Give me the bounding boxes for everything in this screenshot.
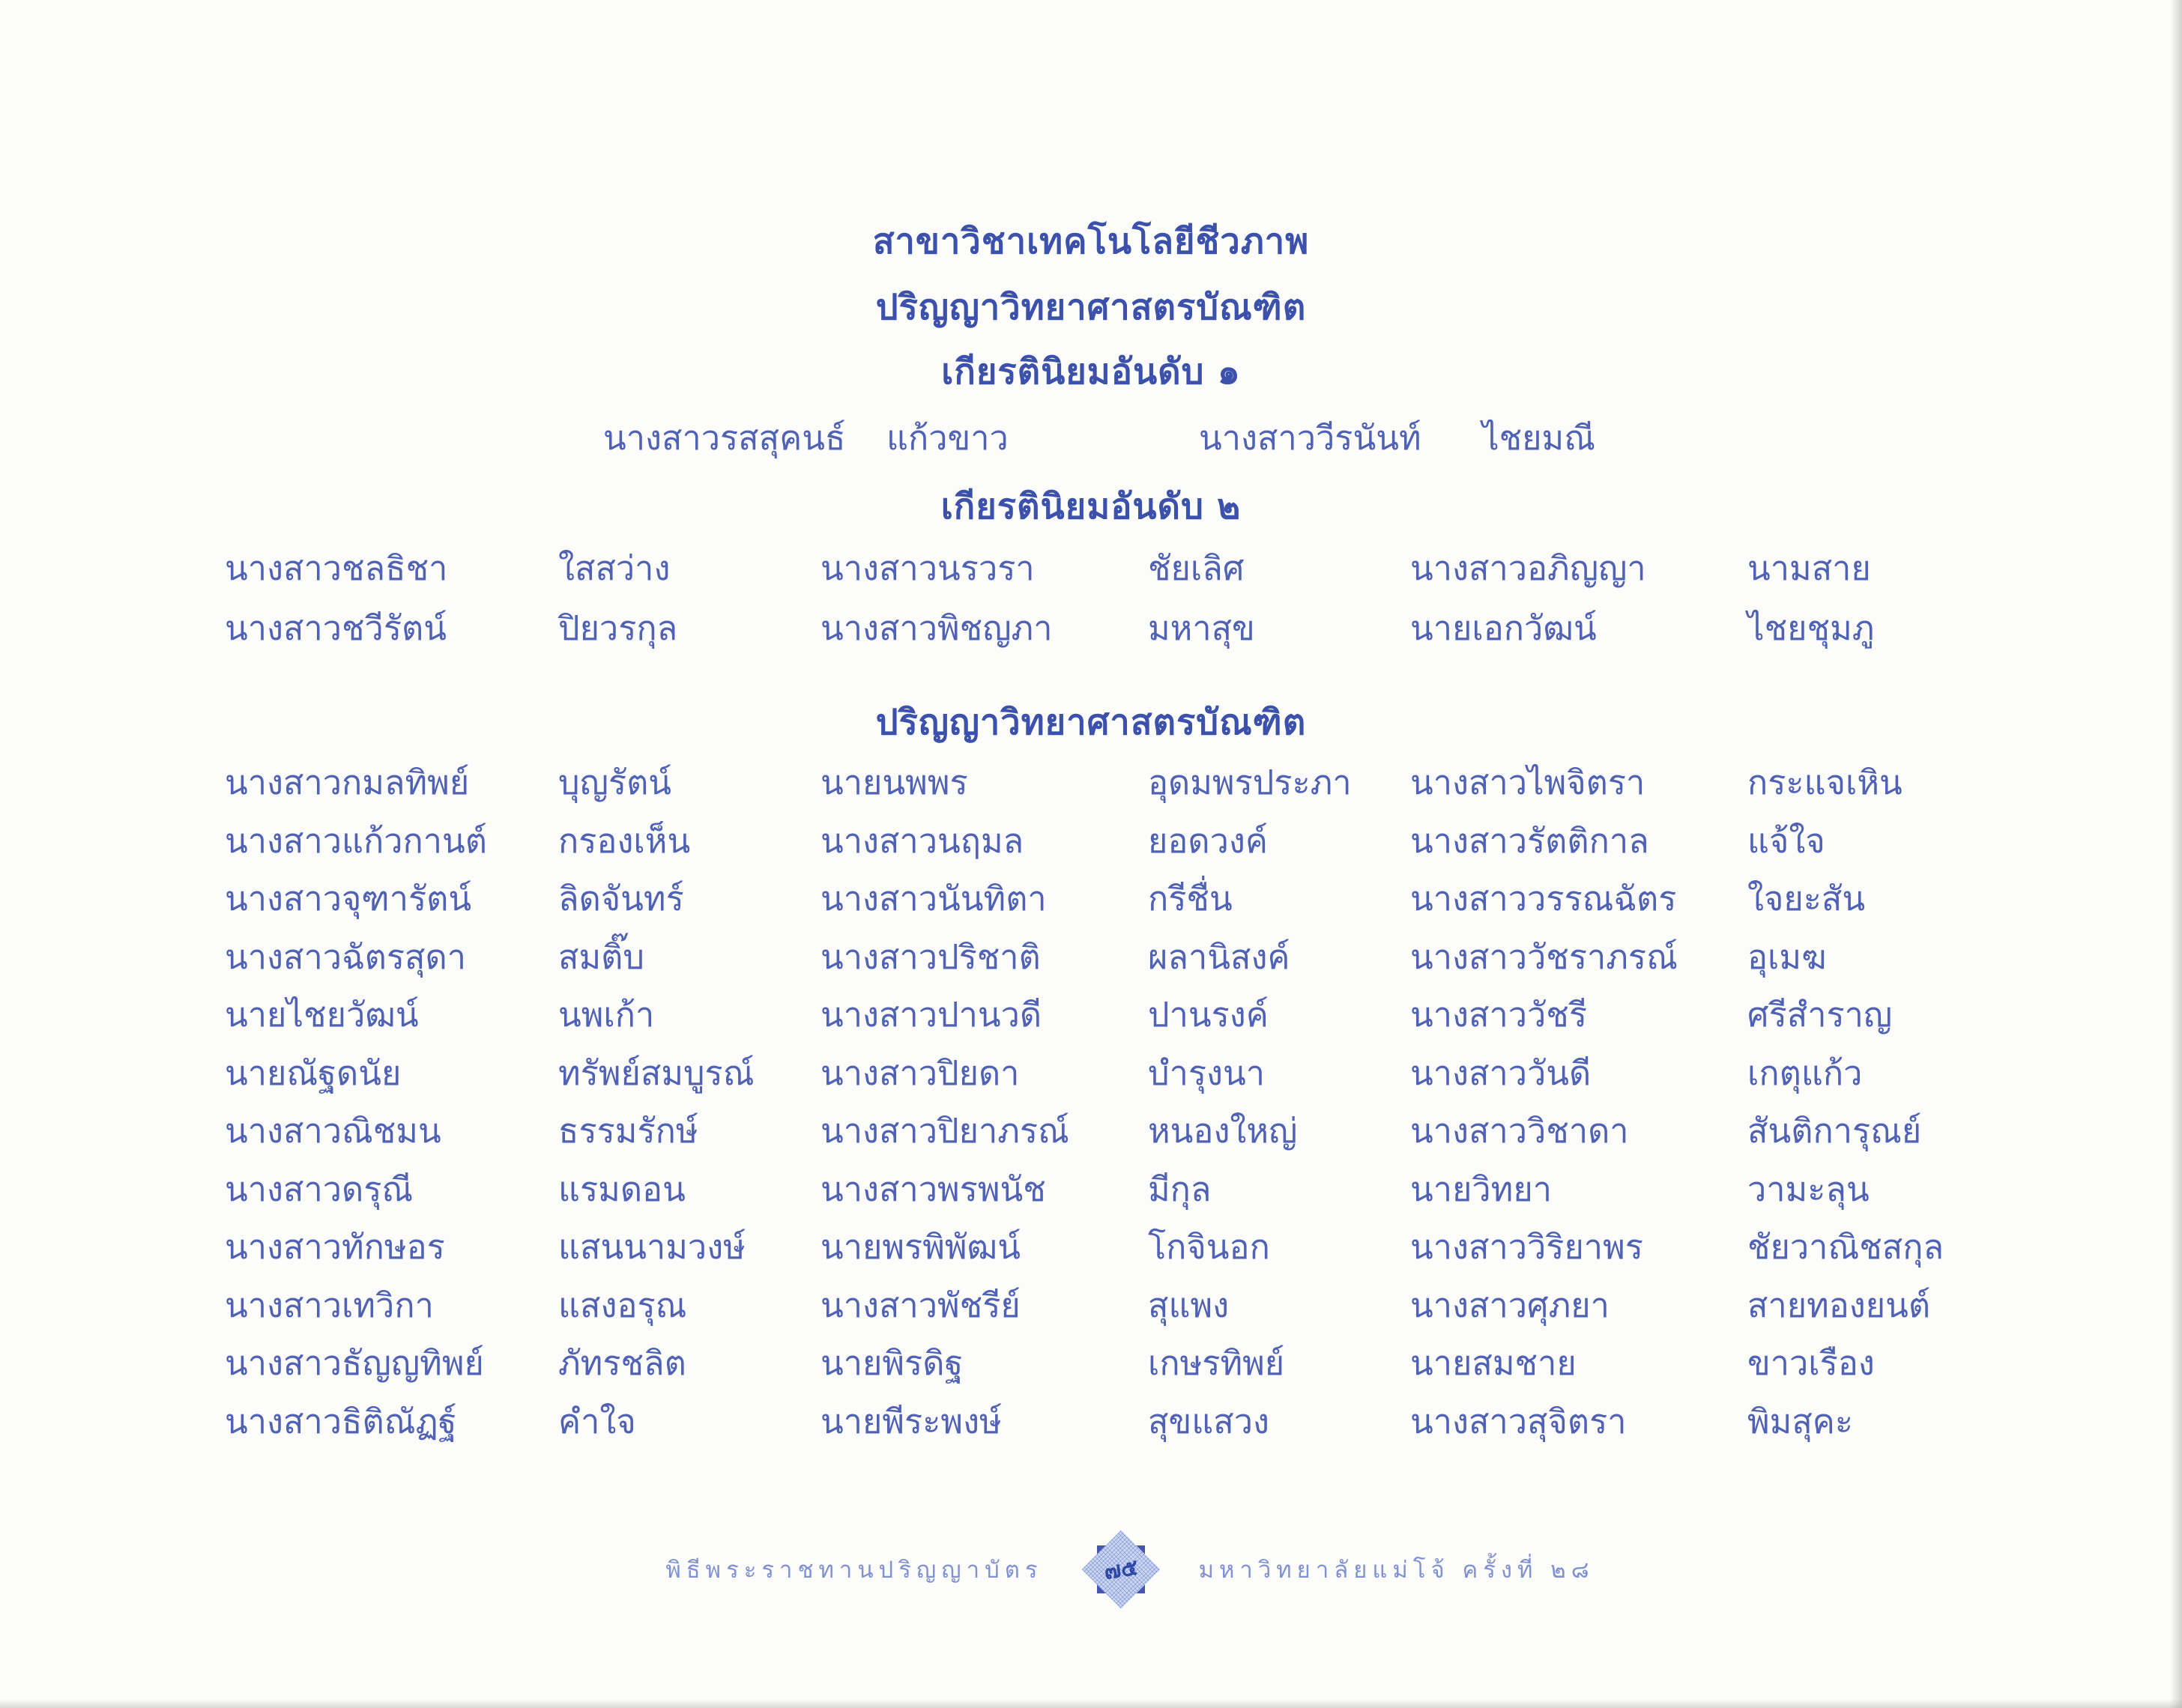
- graduate-first-name: นายสมชาย: [1410, 1343, 1577, 1383]
- graduate-last-name: กรีชื่น: [1148, 879, 1233, 918]
- graduate-last-name: สมติ๊บ: [558, 936, 644, 977]
- graduate-last-name: ขาวเรือง: [1747, 1343, 1875, 1383]
- university-footer-text: มหาวิทยาลัยแม่โจ้ ครั้งที่ ๒๘: [1198, 1557, 1595, 1584]
- graduate-first-name: นางสาววิริยาพร: [1410, 1227, 1643, 1267]
- graduate-first-name: นางสาวนันทิตา: [820, 879, 1047, 918]
- graduate-last-name: ไชยมณี: [1482, 418, 1595, 458]
- graduate-last-name: นพเก้า: [558, 995, 655, 1035]
- graduate-last-name: สุขแสวง: [1148, 1401, 1269, 1441]
- graduate-first-name: นางสาวสุจิตรา: [1410, 1401, 1627, 1441]
- graduate-first-name: นายพรพิพัฒน์: [820, 1227, 1021, 1267]
- second-class-honors-heading: เกียรตินิยมอันดับ ๒: [940, 486, 1242, 527]
- page-footer: [39, 1528, 2182, 1611]
- bachelor-degree-heading: ปริญญาวิทยาศาสตรบัณฑิต: [875, 702, 1307, 743]
- graduate-first-name: นางสาวชลธิชา: [225, 548, 448, 588]
- degree-title: ปริญญาวิทยาศาสตรบัณฑิต: [875, 287, 1307, 328]
- graduate-last-name: เกตุแก้ว: [1747, 1053, 1863, 1093]
- graduate-first-name: นางสาวไพจิตรา: [1410, 763, 1645, 802]
- graduate-first-name: นางสาววีรนันท์: [1199, 418, 1421, 458]
- graduate-first-name: นายนพพร: [820, 763, 968, 802]
- graduate-name-pair: [603, 415, 1199, 461]
- graduate-last-name: ชัยวาณิชสกุล: [1747, 1227, 1944, 1267]
- graduate-first-name: นางสาวเทวิกา: [225, 1285, 434, 1325]
- graduate-first-name: นางสาวดรุณี: [225, 1169, 414, 1209]
- graduate-name-pair: [1199, 415, 1595, 461]
- graduate-first-name: นายณัฐดนัย: [225, 1053, 402, 1093]
- university-anniversary-logo: [1082, 1530, 1160, 1608]
- bachelor-graduates-list: [225, 754, 2122, 1450]
- graduate-last-name: ใจยะสัน: [1747, 879, 1866, 918]
- graduate-first-name: นายพิรดิฐ: [820, 1343, 964, 1383]
- graduate-last-name: ปิยวรกุล: [558, 608, 678, 648]
- graduate-first-name: นางสาวแก้วกานต์: [225, 820, 488, 861]
- graduate-first-name: นางสาวปิยดา: [820, 1053, 1020, 1093]
- graduate-first-name: นางสาวนฤมล: [820, 820, 1024, 861]
- graduate-first-name: นางสาวปิยาภรณ์: [820, 1111, 1069, 1151]
- graduate-first-name: นางสาววัชราภรณ์: [1410, 936, 1678, 977]
- scan-edge-bottom: [0, 1699, 2182, 1708]
- graduate-first-name: นางสาวรสสุคนธ์: [603, 418, 846, 458]
- logo-numeral-text: ๗๕: [1101, 1554, 1140, 1585]
- graduate-first-name: นางสาววัชรี: [1410, 995, 1587, 1035]
- graduate-last-name: หนองใหญ่: [1148, 1111, 1298, 1151]
- graduate-last-name: ภัทรชลิต: [558, 1343, 686, 1383]
- graduate-last-name: แรมดอน: [558, 1169, 686, 1209]
- second-class-honors-graduates: [225, 539, 2122, 659]
- graduate-last-name: กระแจเหิน: [1747, 763, 1903, 802]
- first-class-honors-graduates: [603, 415, 1595, 461]
- graduate-first-name: นางสาวธัญญทิพย์: [225, 1343, 484, 1383]
- graduate-last-name: ลิดจันทร์: [558, 879, 684, 918]
- graduate-last-name: ธรรมรักษ์: [558, 1111, 698, 1151]
- graduate-last-name: สายทองยนต์: [1747, 1285, 1931, 1325]
- graduate-last-name: ไชยชุมภู: [1747, 608, 1875, 648]
- scan-edge-right: [2170, 0, 2182, 1708]
- graduate-first-name: นางสาวรัตติกาล: [1410, 820, 1649, 861]
- graduate-last-name: คำใจ: [558, 1401, 636, 1441]
- graduate-first-name: นางสาวนรวรา: [820, 548, 1035, 588]
- graduate-last-name: พิมสุคะ: [1747, 1401, 1854, 1441]
- graduate-last-name: แสนนามวงษ์: [558, 1227, 746, 1267]
- graduate-first-name: นางสาวกมลทิพย์: [225, 763, 470, 802]
- graduate-last-name: เกษรทิพย์: [1148, 1343, 1285, 1383]
- graduate-first-name: นางสาวฉัตรสุดา: [225, 936, 467, 977]
- graduate-first-name: นางสาวธิติณัฏฐ์: [225, 1401, 457, 1441]
- graduate-last-name: ชัยเลิศ: [1148, 548, 1245, 588]
- graduate-first-name: นางสาวจุฑารัตน์: [225, 879, 472, 918]
- graduate-first-name: นายเอกวัฒน์: [1410, 608, 1597, 648]
- graduate-last-name: วามะลุน: [1747, 1169, 1870, 1209]
- graduate-last-name: มีกุล: [1148, 1169, 1212, 1209]
- graduate-first-name: นางสาวศุภยา: [1410, 1285, 1610, 1325]
- graduate-last-name: สันติการุณย์: [1747, 1111, 1922, 1151]
- graduate-last-name: อุเมฆ: [1747, 936, 1827, 977]
- graduate-first-name: นายไชยวัฒน์: [225, 995, 419, 1035]
- ceremony-footer-text: พิธีพระราชทานปริญญาบัตร: [665, 1557, 1043, 1584]
- graduate-last-name: ยอดวงค์: [1148, 820, 1268, 861]
- graduate-first-name: นางสาวปริชาติ: [820, 936, 1041, 977]
- graduate-last-name: โกจินอก: [1148, 1227, 1270, 1267]
- graduate-last-name: มหาสุข: [1148, 608, 1255, 648]
- graduate-first-name: นางสาวทักษอร: [225, 1227, 445, 1267]
- graduate-first-name: นางสาวปานวดี: [820, 995, 1042, 1035]
- graduate-last-name: บุญรัตน์: [558, 763, 672, 802]
- program-title: สาขาวิชาเทคโนโลยีชีวภาพ: [872, 221, 1310, 262]
- graduate-first-name: นางสาวพรพนัช: [820, 1169, 1046, 1209]
- graduate-last-name: ปานรงค์: [1148, 995, 1269, 1035]
- graduate-first-name: นายพีระพงษ์: [820, 1401, 1002, 1441]
- graduate-last-name: บำรุงนา: [1148, 1053, 1266, 1093]
- graduate-last-name: แก้วขาว: [886, 418, 1009, 458]
- graduate-first-name: นายวิทยา: [1410, 1169, 1552, 1209]
- graduate-last-name: นามสาย: [1747, 548, 1871, 588]
- graduate-first-name: นางสาวชวีรัตน์: [225, 608, 447, 648]
- graduate-last-name: ผลานิสงค์: [1148, 936, 1290, 977]
- graduate-last-name: ศรีสำราญ: [1747, 995, 1893, 1035]
- first-class-honors-heading: เกียรตินิยมอันดับ ๑: [941, 351, 1241, 393]
- graduate-last-name: อุดมพรประภา: [1148, 763, 1352, 802]
- graduate-last-name: ทรัพย์สมบูรณ์: [558, 1053, 755, 1093]
- graduate-last-name: แสงอรุณ: [558, 1285, 687, 1325]
- graduate-first-name: นางสาวณิชมน: [225, 1111, 441, 1151]
- graduate-first-name: นางสาววรรณฉัตร: [1410, 879, 1677, 918]
- graduate-first-name: นางสาวพิชญภา: [820, 608, 1053, 648]
- graduate-last-name: สุแพง: [1148, 1285, 1230, 1325]
- graduate-last-name: แจ้ใจ: [1747, 820, 1825, 861]
- graduate-first-name: นางสาวพัชรีย์: [820, 1285, 1021, 1325]
- graduate-last-name: ใสสว่าง: [558, 548, 671, 588]
- graduate-first-name: นางสาววิชาดา: [1410, 1111, 1629, 1151]
- graduate-last-name: กรองเห็น: [558, 820, 691, 861]
- graduate-first-name: นางสาววันดี: [1410, 1053, 1592, 1093]
- graduate-first-name: นางสาวอภิญญา: [1410, 548, 1646, 588]
